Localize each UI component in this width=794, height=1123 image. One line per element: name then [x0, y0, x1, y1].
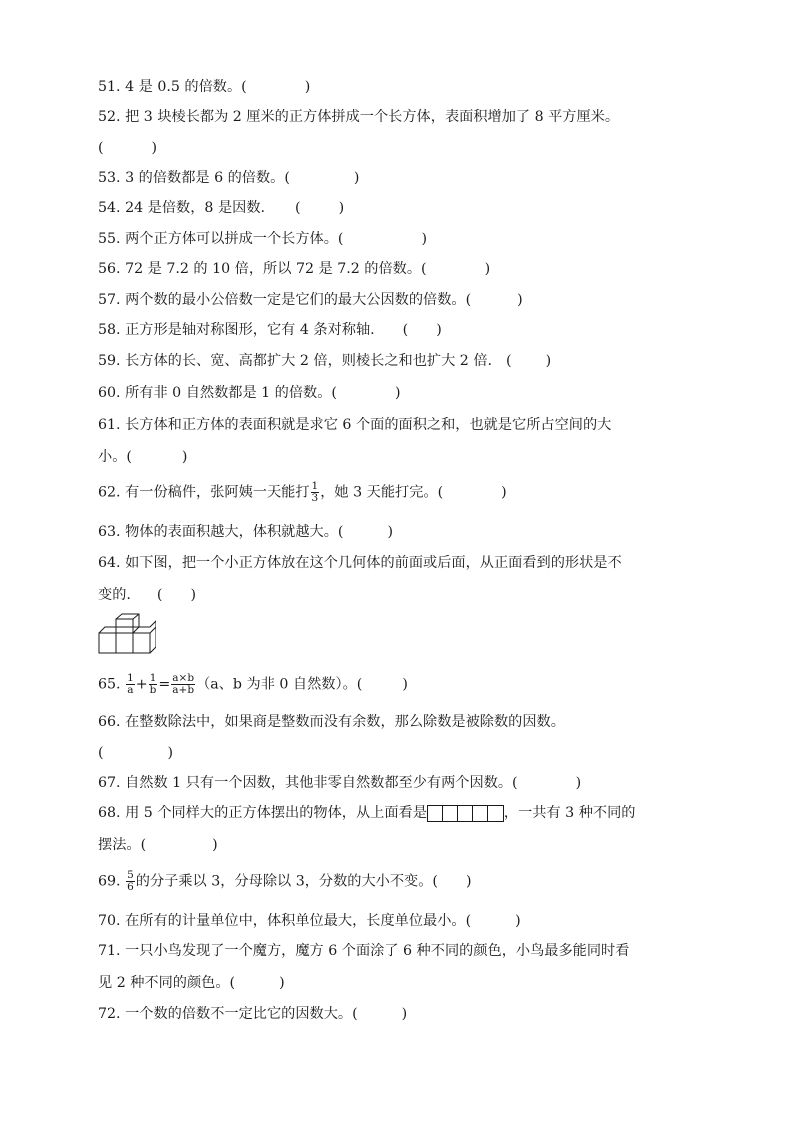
question-text: 长方体的长、宽、高都扩大 2 倍，则棱长之和也扩大 2 倍.: [125, 353, 493, 369]
fraction-denominator: 3: [311, 492, 319, 504]
fraction-denominator: a: [127, 684, 134, 696]
cube-stack-figure: [98, 613, 156, 657]
fraction-one-over-b: [149, 673, 158, 696]
question-61-cont: [98, 447, 698, 467]
fraction-ab-over-a-plus-b: [171, 673, 195, 696]
question-text: 长方体和正方体的表面积就是求它 6 个面的面积之和，也就是它所占空间的大: [125, 417, 612, 433]
answer-bracket-close: ): [436, 322, 442, 338]
question-number: 66.: [98, 714, 121, 730]
question-54: [98, 198, 698, 218]
question-number: 56.: [98, 261, 121, 277]
question-text: 正方形是轴对称图形，它有 4 条对称轴.: [125, 322, 375, 338]
question-71-cont: [98, 973, 698, 993]
question-number: 63.: [98, 524, 121, 540]
question-68: [98, 803, 698, 823]
question-text: 4 是 0.5 的倍数。(: [125, 79, 247, 95]
question-text: 摆法。(: [98, 837, 147, 853]
fraction-denominator: b: [149, 684, 157, 696]
question-number: 55.: [98, 231, 121, 247]
question-61: [98, 415, 698, 435]
question-number: 57.: [98, 292, 121, 308]
question-67: [98, 773, 698, 793]
question-number: 68.: [98, 805, 121, 821]
question-text: （a、b 为非 0 自然数）。(: [196, 676, 363, 693]
answer-bracket-close: ): [421, 231, 427, 247]
answer-bracket-open: (: [402, 322, 409, 338]
question-60: [98, 383, 698, 403]
answer-bracket-close: ): [394, 385, 401, 401]
answer-bracket-close: ): [167, 745, 174, 761]
question-52-answer: [98, 138, 698, 158]
question-text: 如下图，把一个小正方体放在这个几何体的前面或后面，从正面看到的形状是不: [125, 555, 622, 571]
answer-bracket-close: ): [401, 1006, 408, 1022]
question-66-answer: [98, 743, 698, 763]
answer-bracket-close: ): [190, 587, 196, 603]
question-text: 一个数的倍数不一定比它的因数大。(: [125, 1006, 358, 1022]
answer-bracket-close: ): [515, 913, 521, 929]
fraction-numerator: a×b: [172, 672, 195, 684]
question-number: 52.: [98, 109, 121, 125]
answer-bracket-close: ): [212, 837, 218, 853]
question-53: [98, 168, 698, 188]
question-70: [98, 911, 698, 931]
question-52: [98, 107, 698, 127]
plus-sign: +: [135, 676, 148, 693]
question-text: 一只小鸟发现了一个魔方，魔方 6 个面涂了 6 种不同的颜色，小鸟最多能同时看: [125, 943, 630, 959]
question-text: 3 的倍数都是 6 的倍数。(: [125, 170, 290, 186]
question-text: 自然数 1 只有一个因数，其他非零自然数都至少有两个因数。(: [125, 775, 518, 791]
answer-bracket-close: ): [353, 170, 360, 186]
question-69: [98, 870, 698, 893]
question-55: [98, 229, 698, 249]
answer-bracket-close: ): [338, 200, 345, 216]
fraction-denominator: a+b: [172, 684, 195, 696]
question-66: [98, 712, 698, 732]
question-64: [98, 553, 698, 573]
question-text: 24 是倍数，8 是因数.: [125, 200, 266, 216]
answer-bracket-close: ): [181, 449, 188, 465]
question-64-cont: [98, 585, 698, 605]
question-number: 61.: [98, 417, 121, 433]
answer-bracket-close: ): [151, 140, 158, 156]
question-number: 71.: [98, 943, 121, 959]
question-text: 在所有的计量单位中，体积单位最大，长度单位最小。(: [125, 913, 472, 929]
answer-bracket-close: ): [545, 353, 552, 369]
question-number: 62.: [98, 484, 121, 501]
question-71: [98, 941, 698, 961]
answer-bracket-close: ): [387, 524, 393, 540]
question-number: 60.: [98, 385, 121, 401]
fraction-denominator: 6: [127, 881, 134, 893]
fraction-numerator: 1: [311, 480, 319, 492]
question-text: 所有非 0 自然数都是 1 的倍数。(: [125, 385, 337, 401]
question-62: [98, 481, 698, 504]
fraction-numerator: 1: [127, 672, 134, 684]
answer-bracket-close: ): [575, 775, 582, 791]
answer-bracket-open: (: [98, 140, 104, 156]
five-square-strip-figure: [427, 805, 504, 822]
question-text: 有一份稿件，张阿姨一天能打: [125, 484, 310, 501]
fraction-numerator: 1: [149, 672, 157, 684]
question-text: 用 5 个同样大的正方体摆出的物体，从上面看是: [125, 805, 427, 821]
question-number: 72.: [98, 1006, 121, 1022]
answer-bracket-close: ): [517, 292, 523, 308]
question-63: [98, 522, 698, 542]
question-number: 58.: [98, 322, 121, 338]
answer-bracket-open: (: [98, 745, 104, 761]
question-65: [98, 673, 698, 696]
answer-bracket-open: (: [295, 200, 301, 216]
question-text: 72 是 7.2 的 10 倍，所以 72 是 7.2 的倍数。(: [125, 261, 427, 277]
question-58: [98, 320, 698, 340]
question-text: 的分子乘以 3，分母除以 3，分数的大小不变。(: [135, 873, 438, 890]
question-number: 64.: [98, 555, 121, 571]
question-72: [98, 1004, 698, 1024]
question-text: 变的.: [98, 587, 131, 603]
question-56: [98, 259, 698, 279]
fraction-one-third: [311, 481, 320, 504]
question-text: 两个正方体可以拼成一个长方体。(: [125, 231, 344, 247]
question-number: 70.: [98, 913, 121, 929]
question-text: ，她 3 天能打完。(: [320, 484, 444, 501]
question-text: 物体的表面积越大，体积就越大。(: [125, 524, 344, 540]
answer-bracket-open: (: [156, 587, 163, 603]
fraction-numerator: 5: [127, 869, 134, 881]
fraction-one-over-a: [126, 673, 135, 696]
question-text: ，一共有 3 种不同的: [503, 805, 636, 821]
question-59: [98, 351, 698, 371]
fraction-five-sixths: [126, 870, 135, 893]
equals-sign: =: [158, 676, 171, 693]
question-number: 51.: [98, 79, 121, 95]
question-number: 67.: [98, 775, 121, 791]
question-51: [98, 77, 698, 97]
question-68-cont: [98, 835, 698, 855]
question-number: 65.: [98, 676, 121, 693]
question-text: 两个数的最小公倍数一定是它们的最大公因数的倍数。(: [125, 292, 472, 308]
answer-bracket-close: ): [402, 676, 408, 693]
question-number: 59.: [98, 353, 121, 369]
question-number: 53.: [98, 170, 121, 186]
answer-bracket-close: ): [465, 873, 472, 890]
answer-bracket-close: ): [501, 484, 507, 501]
answer-bracket-close: ): [279, 975, 285, 991]
question-57: [98, 290, 698, 310]
answer-bracket-close: ): [304, 79, 311, 95]
question-text: 见 2 种不同的颜色。(: [98, 975, 236, 991]
question-text: 把 3 块棱长都为 2 厘米的正方体拼成一个长方体，表面积增加了 8 平方厘米。: [125, 109, 620, 125]
question-number: 69.: [98, 873, 121, 890]
question-text: 小。(: [98, 449, 132, 465]
answer-bracket-open: (: [506, 353, 512, 369]
question-text: 在整数除法中，如果商是整数而没有余数，那么除数是被除数的因数。: [125, 714, 565, 730]
answer-bracket-close: ): [484, 261, 491, 277]
question-number: 54.: [98, 200, 121, 216]
